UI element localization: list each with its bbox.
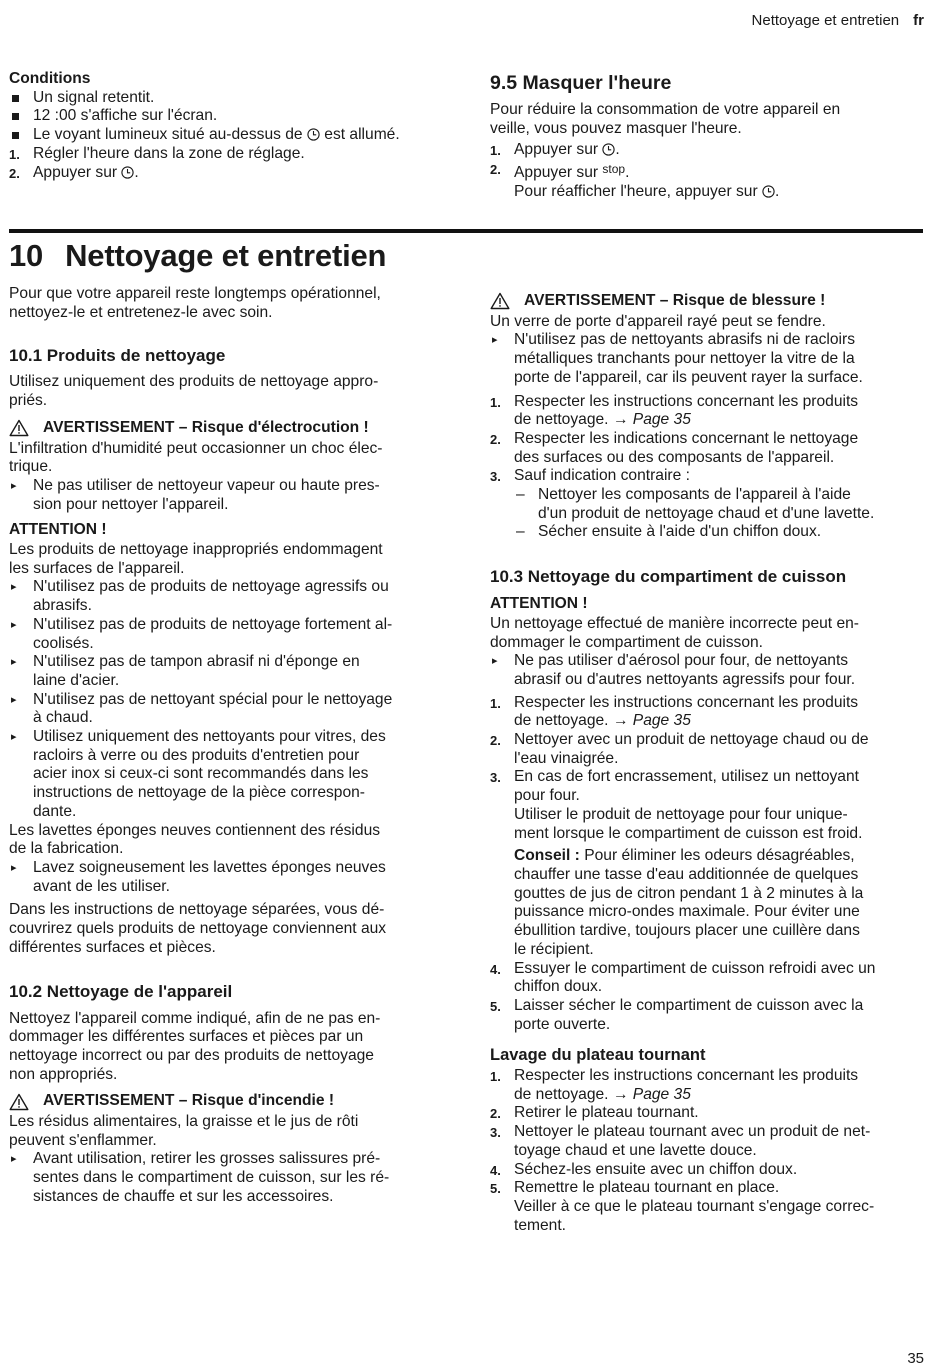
dash-list <box>514 486 930 542</box>
conditions-block <box>9 70 454 182</box>
list-item: 2. Nettoyer avec un produit de nettoyage chaud ou de l'eau vinaigrée. <box>490 731 869 767</box>
arrow-right-icon: → <box>612 1085 629 1103</box>
list-item: 5. Remettre le plateau tournant en place. Veiller à ce que le plateau tournant s'engage correc- tement. <box>490 1179 875 1234</box>
paragraph: Dans les instructions de nettoyage séparées, vous dé- couvrirez quels produits de nettoyage conviennent aux différentes surfaces et pièces. <box>9 901 387 956</box>
list-item: ▸ Ne pas utiliser de nettoyeur vapeur ou haute pres- sion pour nettoyer l'appareil. <box>9 477 449 514</box>
stop-key-label: stop <box>602 162 626 177</box>
page-reference[interactable]: Page 35 <box>632 1085 691 1103</box>
list-item: ▸ Lavez soigneusement les lavettes éponges neuves avant de les utiliser. <box>9 859 449 896</box>
running-title: Nettoyage et entretien <box>751 12 900 29</box>
warning-triangle-icon <box>9 1093 29 1111</box>
steps-list <box>490 694 930 1035</box>
list-item: 3. En cas de fort encrassement, utilisez un nettoyant pour four. Utiliser le produit de nettoyage pour four unique- ment lorsque le compartiment de cuisson est froid. Conseil : Pour éliminer les odeurs désagréables, chauffer une tasse d'eau additionnée de quelques gouttes de jus de citron pendant 1 à 2 minutes à la puissance micro-ondes maximale. Pour éviter une ébullition tardive, toujours placer une cuillère dans le récipient. <box>490 768 930 959</box>
attention-heading: ATTENTION ! <box>9 521 107 539</box>
section-title: 9.5 Masquer l'heure <box>490 72 672 94</box>
list-item: 5. Laisser sécher le compartiment de cuisson avec la porte ouverte. <box>490 996 864 1033</box>
list-item: 3. Nettoyer le plateau tournant avec un produit de net- toyage chaud et une lavette douce. <box>490 1123 871 1159</box>
steps-list <box>9 145 454 182</box>
arrow-right-icon: → <box>612 411 629 429</box>
running-header <box>752 12 924 31</box>
paragraph: Les lavettes éponges neuves contiennent des résidus de la fabrication. <box>9 821 381 858</box>
warning-triangle-icon <box>490 292 510 310</box>
list-item: ▸ N'utilisez pas de produits de nettoyage agressifs ou abrasifs. <box>9 578 449 615</box>
bullet-list <box>9 477 449 514</box>
page-number: 35 <box>907 1350 924 1367</box>
clock-icon <box>602 143 615 156</box>
section-title: 10.1 Produits de nettoyage <box>9 346 226 366</box>
left-main-column <box>9 285 449 1207</box>
steps-list <box>490 1067 930 1235</box>
clock-icon <box>762 185 775 198</box>
chapter-intro: Pour que votre appareil reste longtemps opérationnel, nettoyez-le et entretenez-le avec soin. <box>9 285 381 321</box>
warning-heading: AVERTISSEMENT – Risque d'électrocution ! <box>9 419 449 438</box>
clock-icon <box>121 166 134 179</box>
paragraph: Un verre de porte d'appareil rayé peut se fendre. <box>490 312 826 330</box>
paragraph: L'infiltration d'humidité peut occasionner un choc élec- trique. <box>9 439 383 476</box>
arrow-right-icon: → <box>612 712 629 730</box>
warning-heading: AVERTISSEMENT – Risque d'incendie ! <box>9 1092 449 1111</box>
chapter-title <box>9 238 386 274</box>
right-main-column <box>490 292 930 1235</box>
list-item: 1. Respecter les instructions concernant les produits de nettoyage. → Page 35 <box>490 693 859 730</box>
bullet-list <box>490 331 930 387</box>
clock-icon <box>307 128 320 141</box>
page-reference[interactable]: Page 35 <box>632 712 691 730</box>
chapter-title-text: Nettoyage et entretien <box>65 238 387 273</box>
list-item: 2. Retirer le plateau tournant. <box>490 1104 699 1122</box>
subsection-title: Lavage du plateau tournant <box>490 1046 706 1065</box>
list-item: 1. Respecter les instructions concernant les produits de nettoyage. → Page 35 <box>490 392 859 429</box>
list-item: 3. Sauf indication contraire : <box>490 467 690 485</box>
paragraph: Utilisez uniquement des produits de nettoyage appro- priés. <box>9 373 379 410</box>
list-item: 1. Régler l'heure dans la zone de réglage. <box>9 144 305 162</box>
paragraph: Les résidus alimentaires, la graisse et le jus de rôti peuvent s'enflammer. <box>9 1113 359 1149</box>
list-item: ▸ Utilisez uniquement des nettoyants pour vitres, des racloirs à verre ou des produits d'entretien pour acier inox si ceux-ci sont recommandés dans les instructions de nettoyage de la pièce correspon- dante. <box>9 728 449 822</box>
list-item: 2. Appuyer sur . <box>9 163 139 181</box>
list-item: 1. Respecter les instructions concernant les produits de nettoyage. → Page 35 <box>490 1067 859 1103</box>
list-item: ▸ N'utilisez pas de produits de nettoyage fortement al- coolisés. <box>9 616 449 653</box>
list-item: – Sécher ensuite à l'aide d'un chiffon doux. <box>514 523 930 542</box>
paragraph: Les produits de nettoyage inappropriés endommagent les surfaces de l'appareil. <box>9 541 383 577</box>
list-item: ▸ N'utilisez pas de tampon abrasif ni d'éponge en laine d'acier. <box>9 653 449 690</box>
list-item: 2. Appuyer sur $^{stop}$. Pour réafficher l'heure, appuyer sur . <box>490 162 780 200</box>
paragraph: Un nettoyage effectué de manière incorrecte peut en- dommager le compartiment de cuisson. <box>490 614 859 651</box>
list-item: 12 :00 s'affiche sur l'écran. <box>9 107 454 126</box>
tip-paragraph: Conseil : Pour éliminer les odeurs désagréables, chauffer une tasse d'eau additionnée de quelques gouttes de jus de citron pendant 1 à 2 minutes à la puissance micro-ondes maximale. Pour éviter une ébullition tardive, toujours placer une cuillère dans le récipient. <box>514 847 864 958</box>
list-item: ▸ N'utilisez pas de nettoyants abrasifs ni de racloirs métalliques tranchants pour nettoyer la vitre de la porte de l'appareil, car ils peuvent rayer la surface. <box>490 331 930 387</box>
list-item: Un signal retentit. <box>9 89 454 108</box>
list-item: ▸ N'utilisez pas de nettoyant spécial pour le nettoyage à chaud. <box>9 691 449 728</box>
steps-list <box>490 393 930 487</box>
bullet-list <box>490 652 930 689</box>
warning-triangle-icon <box>9 419 29 437</box>
list-item: – Nettoyer les composants de l'appareil à l'aide d'un produit de nettoyage chaud et d'une lavette. <box>514 486 930 523</box>
language-tag: fr <box>913 12 924 29</box>
list-item: 2. Respecter les indications concernant le nettoyage des surfaces ou des composants de l'appareil. <box>490 429 859 466</box>
conditions-title: Conditions <box>9 70 91 87</box>
conditions-list <box>9 89 454 145</box>
list-item: 4. Séchez-les ensuite avec un chiffon doux. <box>490 1160 798 1178</box>
paragraph: Nettoyez l'appareil comme indiqué, afin de ne pas en- dommager les différentes surfaces et pièces par un nettoyage incorrect ou par des produits de nettoyage non appropriés. <box>9 1009 381 1083</box>
warning-heading: AVERTISSEMENT – Risque de blessure ! <box>490 292 930 311</box>
paragraph: Pour réduire la consommation de votre appareil en veille, vous pouvez masquer l'heure. <box>490 101 841 137</box>
list-item: 1. Appuyer sur . <box>490 141 620 159</box>
list-item: ▸ Avant utilisation, retirer les grosses salissures pré- sentes dans le compartiment de cuisson, sur les ré- sistances de chauffe et sur les accessoires. <box>9 1150 449 1206</box>
steps-list <box>490 141 930 201</box>
list-item: Le voyant lumineux situé au-dessus de est allumé. <box>9 126 454 145</box>
chapter-rule <box>9 229 923 233</box>
list-item: ▸ Ne pas utiliser d'aérosol pour four, de nettoyants abrasif ou d'autres nettoyants agressifs pour four. <box>490 652 930 689</box>
section-title: 10.2 Nettoyage de l'appareil <box>9 981 233 1001</box>
page-reference[interactable]: Page 35 <box>632 411 691 429</box>
attention-heading: ATTENTION ! <box>490 595 588 613</box>
chapter-number: 10 <box>9 238 44 273</box>
section-title: 10.3 Nettoyage du compartiment de cuisson <box>490 567 847 587</box>
section-9-5 <box>490 71 930 202</box>
bullet-list <box>9 859 449 896</box>
bullet-list <box>9 578 449 821</box>
tip-label: Conseil : <box>514 847 580 865</box>
bullet-list <box>9 1150 449 1206</box>
list-item: 4. Essuyer le compartiment de cuisson refroidi avec un chiffon doux. <box>490 959 876 996</box>
